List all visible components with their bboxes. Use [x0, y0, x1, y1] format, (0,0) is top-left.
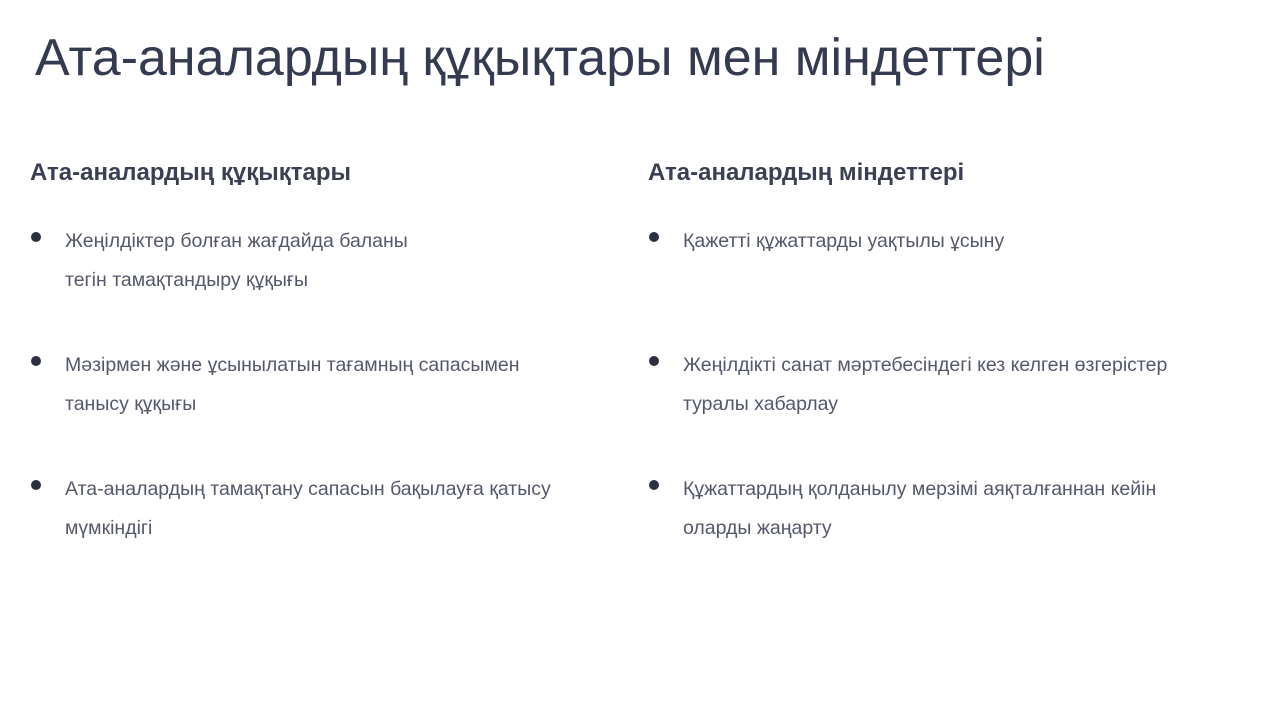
- bullet-icon: [31, 356, 41, 366]
- list-item-line: Жеңілдіктер болған жағдайда баланы: [65, 230, 408, 252]
- bullet-icon: [649, 356, 659, 366]
- bullet-icon: [31, 232, 41, 242]
- list-item-text: [65, 470, 625, 548]
- slide-title: Ата-аналардың құқықтары мен міндеттері: [35, 29, 1045, 87]
- bullet-icon: [649, 232, 659, 242]
- list-item-line: оларды жаңарту: [683, 517, 832, 539]
- duties-heading: Ата-аналардың міндеттері: [648, 159, 965, 186]
- list-item-line: Қажетті құжаттарды уақтылы ұсыну: [683, 230, 1005, 252]
- bullet-icon: [649, 480, 659, 490]
- list-item-line: туралы хабарлау: [683, 393, 839, 415]
- list-item-line: танысу құқығы: [65, 393, 197, 415]
- list-item-line: Мәзірмен және ұсынылатын тағамның сапасымен: [65, 354, 520, 376]
- list-item-line: тегін тамақтандыру құқығы: [65, 269, 308, 291]
- rights-column: [30, 156, 620, 539]
- list-item-text: [683, 346, 1243, 424]
- list-item-text: [65, 346, 625, 424]
- list-item-text: [683, 222, 1243, 261]
- list-item-text: [683, 470, 1243, 548]
- rights-heading: Ата-аналардың құқықтары: [30, 159, 351, 186]
- list-item-line: Жеңілдікті санат мәртебесіндегі кез келген өзгерістер: [683, 354, 1168, 376]
- list-item-text: [65, 222, 625, 300]
- list-item-line: Құжаттардың қолданылу мерзімі аяқталғаннан кейін: [683, 478, 1157, 500]
- list-item-line: мүмкіндігі: [65, 517, 153, 539]
- bullet-icon: [31, 480, 41, 490]
- list-item-line: Ата-аналардың тамақтану сапасын бақылауға қатысу: [65, 478, 551, 500]
- duties-column: [648, 156, 1248, 539]
